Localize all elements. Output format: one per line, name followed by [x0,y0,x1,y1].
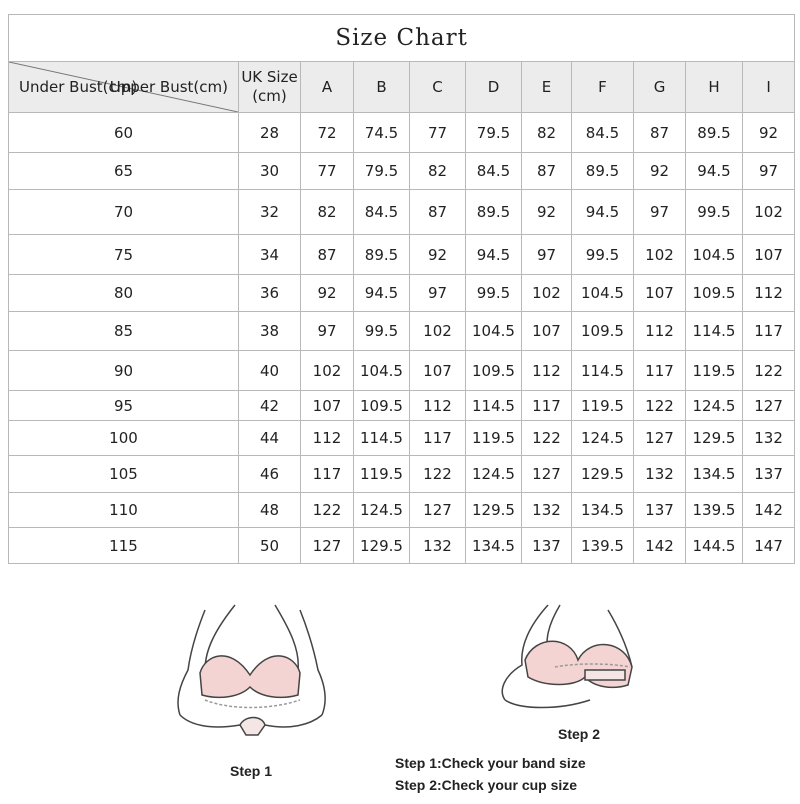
cup-cell: 104.5 [466,312,522,351]
size-chart [8,14,794,564]
uk-size-cell: 34 [239,235,301,275]
cup-cell: 122 [743,351,795,391]
cup-cell: 89.5 [466,190,522,235]
cup-cell: 137 [743,456,795,493]
cup-header-i: I [743,62,795,113]
cup-cell: 102 [410,312,466,351]
cup-cell: 122 [634,391,686,421]
cup-cell: 107 [634,275,686,312]
cup-cell: 139.5 [572,528,634,564]
cup-cell: 124.5 [354,493,410,528]
cup-cell: 127 [301,528,354,564]
cup-cell: 122 [522,421,572,456]
cup-cell: 137 [634,493,686,528]
cup-cell: 102 [522,275,572,312]
cup-cell: 82 [522,113,572,153]
cup-cell: 94.5 [572,190,634,235]
cup-cell: 112 [522,351,572,391]
cup-cell: 132 [410,528,466,564]
cup-cell: 144.5 [686,528,743,564]
header-row [9,62,795,113]
cup-cell: 122 [301,493,354,528]
cup-cell: 97 [522,235,572,275]
uk-size-cell: 28 [239,113,301,153]
cup-cell: 117 [634,351,686,391]
under-bust-cell: 75 [9,235,239,275]
cup-cell: 134.5 [686,456,743,493]
cup-cell: 94.5 [466,235,522,275]
cup-cell: 107 [743,235,795,275]
table-row [9,391,795,421]
uk-size-cell: 40 [239,351,301,391]
step2-note: Step 2:Check your cup size [395,777,578,793]
under-bust-cell: 60 [9,113,239,153]
table-row [9,153,795,190]
cup-cell: 109.5 [466,351,522,391]
cup-cell: 99.5 [572,235,634,275]
under-bust-cell: 95 [9,391,239,421]
cup-cell: 89.5 [354,235,410,275]
cup-cell: 129.5 [354,528,410,564]
cup-cell: 114.5 [686,312,743,351]
cup-cell: 109.5 [572,312,634,351]
page-title: Size Chart [9,15,795,62]
cup-cell: 114.5 [354,421,410,456]
cup-cell: 134.5 [572,493,634,528]
cup-cell: 107 [410,351,466,391]
cup-cell: 77 [410,113,466,153]
table-row [9,421,795,456]
cup-cell: 147 [743,528,795,564]
cup-cell: 127 [743,391,795,421]
cup-cell: 124.5 [466,456,522,493]
step1-figure [178,605,325,735]
cup-cell: 117 [743,312,795,351]
cup-cell: 92 [743,113,795,153]
cup-cell: 127 [410,493,466,528]
cup-cell: 89.5 [572,153,634,190]
cup-cell: 92 [410,235,466,275]
cup-cell: 139.5 [686,493,743,528]
cup-cell: 87 [634,113,686,153]
cup-cell: 87 [301,235,354,275]
cup-cell: 82 [301,190,354,235]
under-bust-cell: 70 [9,190,239,235]
uk-size-cell: 36 [239,275,301,312]
cup-cell: 77 [301,153,354,190]
cup-cell: 84.5 [466,153,522,190]
cup-cell: 112 [743,275,795,312]
cup-cell: 132 [522,493,572,528]
cup-cell: 132 [634,456,686,493]
step2-figure [502,605,632,708]
cup-cell: 119.5 [354,456,410,493]
cup-cell: 99.5 [686,190,743,235]
cup-cell: 79.5 [354,153,410,190]
cup-cell: 92 [634,153,686,190]
cup-cell: 107 [522,312,572,351]
cup-cell: 122 [410,456,466,493]
cup-cell: 132 [743,421,795,456]
cup-cell: 124.5 [686,391,743,421]
under-bust-cell: 80 [9,275,239,312]
cup-cell: 97 [410,275,466,312]
uk-size-cell: 46 [239,456,301,493]
cup-cell: 112 [410,391,466,421]
cup-cell: 97 [743,153,795,190]
table-row [9,456,795,493]
cup-cell: 112 [301,421,354,456]
cup-cell: 94.5 [686,153,743,190]
cup-cell: 117 [301,456,354,493]
under-bust-cell: 115 [9,528,239,564]
cup-cell: 104.5 [354,351,410,391]
cup-header-h: H [686,62,743,113]
cup-cell: 97 [634,190,686,235]
cup-cell: 119.5 [572,391,634,421]
cup-cell: 129.5 [572,456,634,493]
cup-header-e: E [522,62,572,113]
uk-size-cell: 44 [239,421,301,456]
table-row [9,190,795,235]
cup-header-b: B [354,62,410,113]
cup-cell: 119.5 [686,351,743,391]
table-row [9,235,795,275]
cup-cell: 137 [522,528,572,564]
cup-header-a: A [301,62,354,113]
under-bust-cell: 100 [9,421,239,456]
uk-size-cell: 48 [239,493,301,528]
cup-cell: 127 [522,456,572,493]
uk-size-cell: 32 [239,190,301,235]
cup-cell: 117 [410,421,466,456]
uk-size-cell: 42 [239,391,301,421]
cup-cell: 87 [410,190,466,235]
cup-cell: 109.5 [686,275,743,312]
cup-header-g: G [634,62,686,113]
cup-cell: 79.5 [466,113,522,153]
cup-cell: 142 [743,493,795,528]
cup-cell: 97 [301,312,354,351]
diagonal-header-cell [9,62,239,113]
uk-size-cell: 50 [239,528,301,564]
cup-cell: 99.5 [466,275,522,312]
under-bust-cell: 105 [9,456,239,493]
cup-cell: 134.5 [466,528,522,564]
cup-cell: 129.5 [466,493,522,528]
cup-cell: 87 [522,153,572,190]
cup-cell: 127 [634,421,686,456]
cup-cell: 94.5 [354,275,410,312]
cup-cell: 142 [634,528,686,564]
cup-cell: 102 [634,235,686,275]
step2-label: Step 2 [558,726,601,742]
cup-cell: 119.5 [466,421,522,456]
cup-cell: 84.5 [354,190,410,235]
table-row [9,351,795,391]
cup-cell: 102 [301,351,354,391]
cup-cell: 109.5 [354,391,410,421]
table-row [9,493,795,528]
cup-cell: 72 [301,113,354,153]
cup-cell: 112 [634,312,686,351]
cup-cell: 117 [522,391,572,421]
under-bust-header: Under Bust(cm) [19,78,138,96]
size-table [8,14,795,564]
under-bust-cell: 65 [9,153,239,190]
cup-cell: 84.5 [572,113,634,153]
cup-cell: 74.5 [354,113,410,153]
under-bust-cell: 110 [9,493,239,528]
under-bust-cell: 90 [9,351,239,391]
table-row [9,275,795,312]
cup-header-c: C [410,62,466,113]
cup-cell: 124.5 [572,421,634,456]
cup-cell: 89.5 [686,113,743,153]
under-bust-cell: 85 [9,312,239,351]
cup-cell: 107 [301,391,354,421]
uk-size-header: UK Size (cm) [239,62,301,113]
measurement-illustrations [0,575,800,800]
cup-cell: 82 [410,153,466,190]
cup-cell: 114.5 [466,391,522,421]
uk-size-cell: 30 [239,153,301,190]
table-body [9,113,795,564]
table-row [9,312,795,351]
table-row [9,528,795,564]
cup-header-f: F [572,62,634,113]
cup-cell: 92 [301,275,354,312]
cup-cell: 104.5 [572,275,634,312]
cup-cell: 92 [522,190,572,235]
step1-label: Step 1 [230,763,273,779]
cup-cell: 129.5 [686,421,743,456]
uk-size-cell: 38 [239,312,301,351]
table-row [9,113,795,153]
cup-cell: 99.5 [354,312,410,351]
cup-header-d: D [466,62,522,113]
step1-note: Step 1:Check your band size [395,755,586,771]
cup-cell: 104.5 [686,235,743,275]
upper-bust-header: Upper Bust(cm) [109,78,228,96]
cup-cell: 102 [743,190,795,235]
cup-cell: 114.5 [572,351,634,391]
